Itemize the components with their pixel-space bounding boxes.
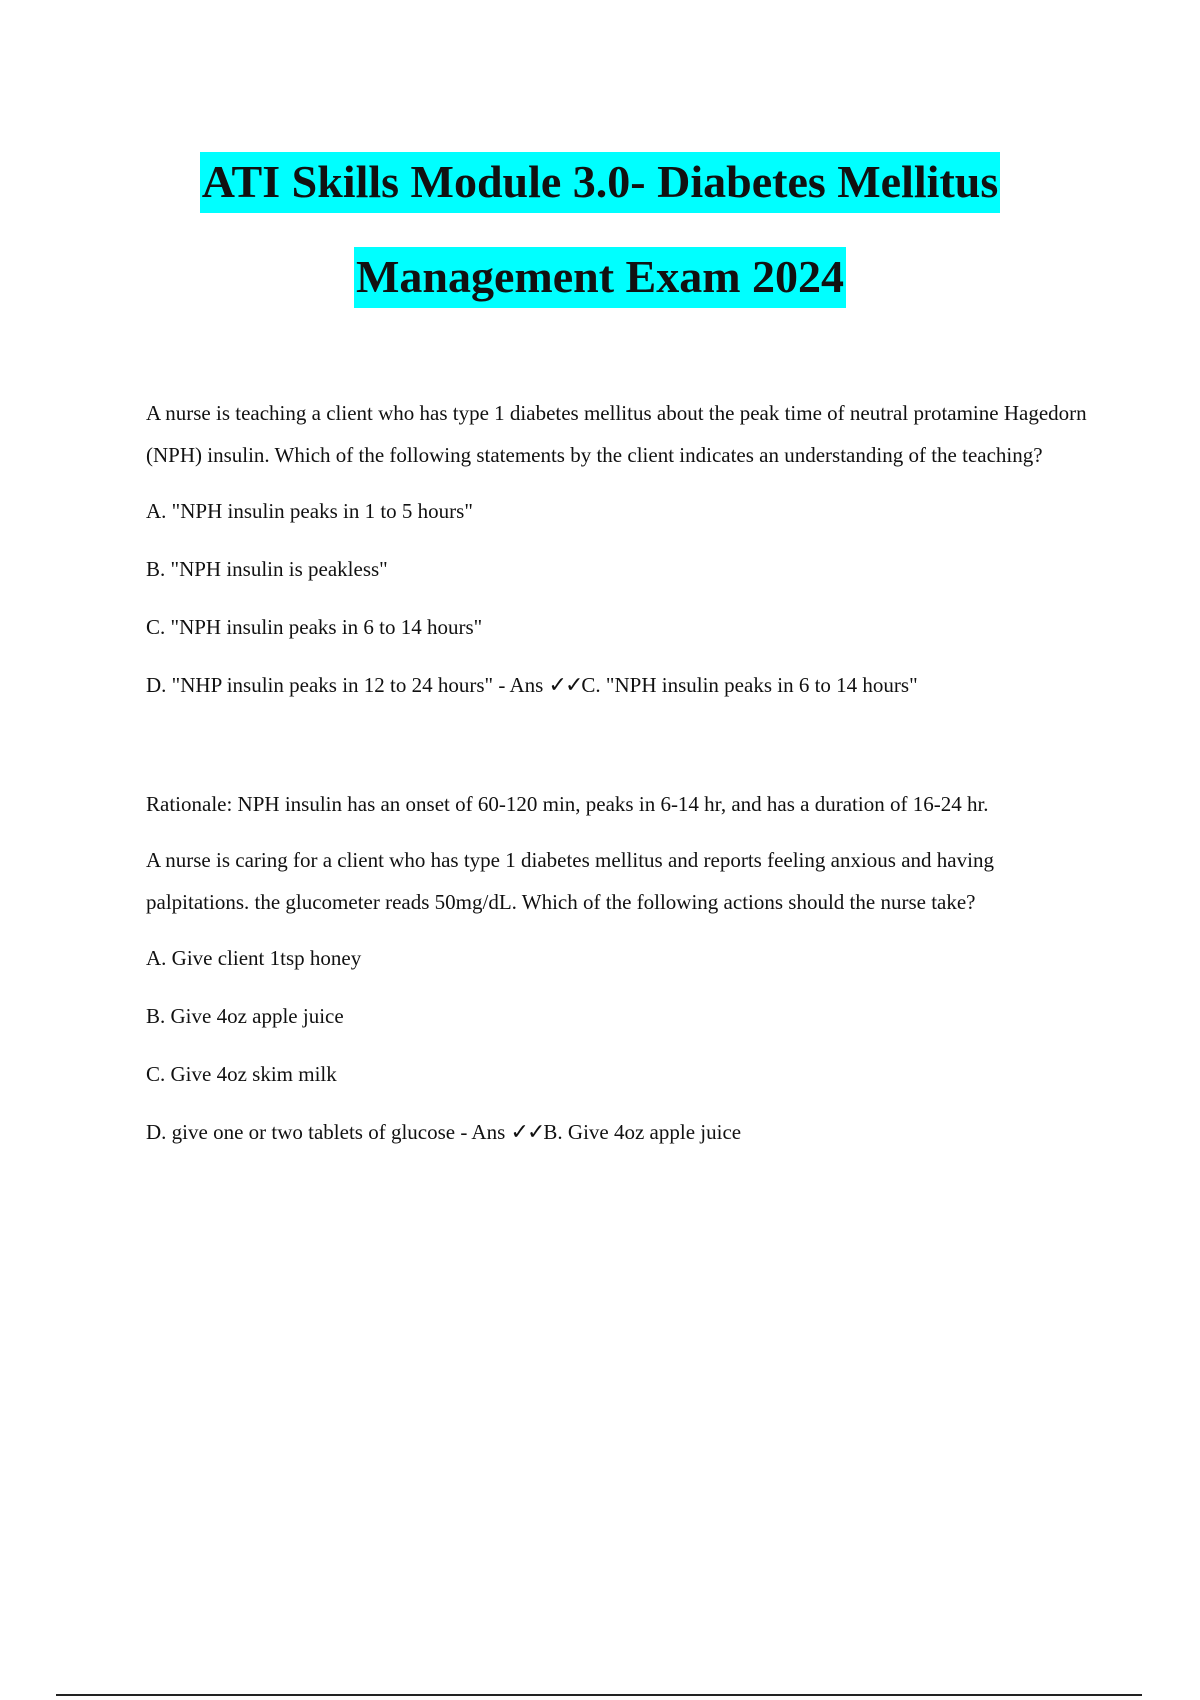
question-1-option-b: B. "NPH insulin is peakless" <box>146 557 388 581</box>
title-line-1 <box>0 140 1200 235</box>
question-2-option-c: C. Give 4oz skim milk <box>146 1062 337 1086</box>
question-2-option-b: B. Give 4oz apple juice <box>146 1004 344 1028</box>
question-2-option-a: A. Give client 1tsp honey <box>146 946 362 970</box>
question-1-rationale: Rationale: NPH insulin has an onset of 60-120 min, peaks in 6-14 hr, and has a duration of 16-24 hr. <box>146 792 989 816</box>
page-bottom-divider <box>56 1694 1142 1696</box>
question-2-stem: A nurse is caring for a client who has type 1 diabetes mellitus and reports feeling anxious and having palpitations. the glucometer reads 50mg/dL. Which of the following actions should the nurse take? <box>146 848 994 914</box>
question-1-stem: A nurse is teaching a client who has type 1 diabetes mellitus about the peak time of neutral protamine Hagedorn (NPH) insulin. Which of the following statements by the client indicates an understanding of the teaching? <box>146 401 1087 467</box>
question-2-option-d: D. give one or two tablets of glucose - Ans <box>146 1120 511 1144</box>
double-check-icon: ✓✓ <box>510 1120 544 1145</box>
title-text-2: Management Exam 2024 <box>354 247 846 308</box>
document-title <box>0 140 1200 330</box>
question-2-option-d-answer <box>146 1111 1096 1154</box>
section-spacer <box>146 707 1096 783</box>
double-check-icon: ✓✓ <box>548 673 582 698</box>
title-line-2 <box>0 235 1200 330</box>
document-content <box>146 392 1096 1154</box>
question-1-answer: C. "NPH insulin peaks in 6 to 14 hours" <box>581 673 918 697</box>
question-1-option-d: D. "NHP insulin peaks in 12 to 24 hours" - Ans <box>146 673 549 697</box>
question-2-answer: B. Give 4oz apple juice <box>543 1120 742 1144</box>
question-1-option-d-answer <box>146 664 1096 707</box>
title-text-1: ATI Skills Module 3.0- Diabetes Mellitus <box>200 152 1001 213</box>
question-1-option-a: A. "NPH insulin peaks in 1 to 5 hours" <box>146 499 473 523</box>
question-1-option-c: C. "NPH insulin peaks in 6 to 14 hours" <box>146 615 483 639</box>
